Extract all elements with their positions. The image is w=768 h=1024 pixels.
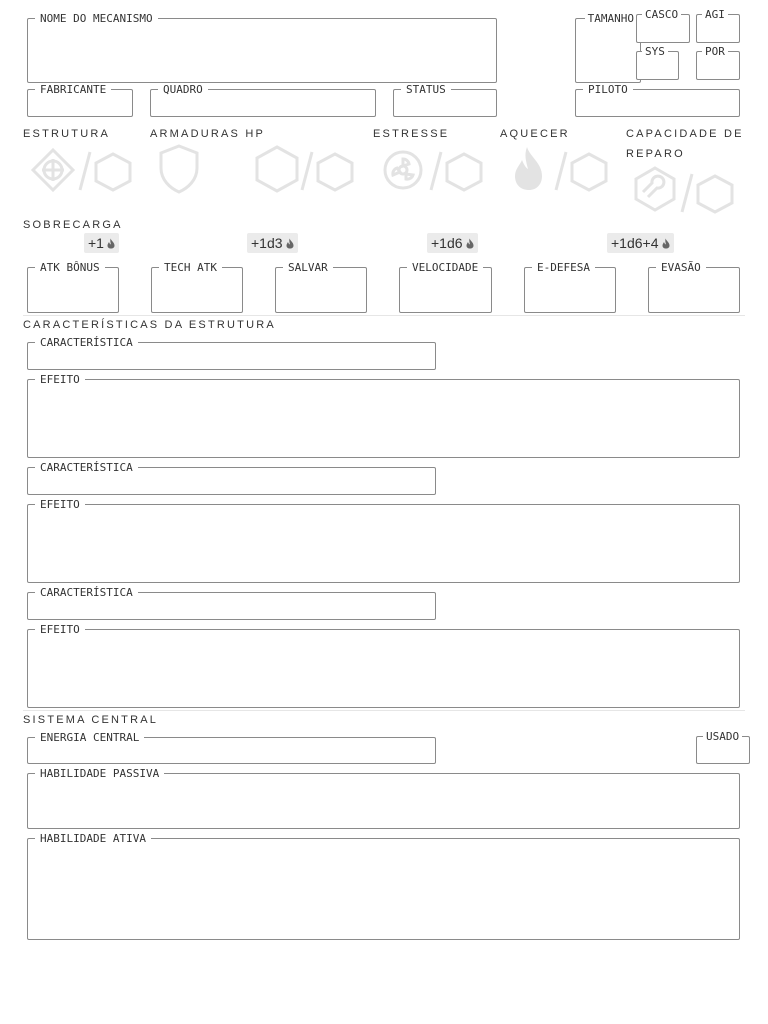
- overcharge-heading: SOBRECARGA: [23, 219, 123, 231]
- pilot-label: PILOTO: [583, 83, 633, 96]
- effect-3-field[interactable]: [27, 623, 740, 708]
- flame-icon: [285, 234, 295, 254]
- hp-hex-icon: [253, 145, 301, 193]
- agi-label: AGI: [702, 8, 728, 21]
- flame-icon: [465, 234, 475, 254]
- trait-label: CARACTERÍSTICA: [35, 461, 138, 474]
- frame-label: QUADRO: [158, 83, 208, 96]
- pilot-field[interactable]: [575, 83, 740, 117]
- size-field[interactable]: [575, 12, 641, 83]
- armor-hp-heading: ARMADURAS HP: [150, 128, 266, 140]
- save-field[interactable]: [275, 261, 367, 313]
- status-field[interactable]: [393, 83, 497, 117]
- hull-label: CASCO: [642, 8, 681, 21]
- e-defense-label: E-DEFESA: [532, 261, 595, 274]
- hp-max-hex-icon: [298, 148, 356, 194]
- save-label: SALVAR: [283, 261, 333, 274]
- attack-bonus-field[interactable]: [27, 261, 119, 313]
- trait-label: CARACTERÍSTICA: [35, 586, 138, 599]
- core-system-heading: SISTEMA CENTRAL: [23, 714, 159, 726]
- tech-attack-label: TECH ATK: [159, 261, 222, 274]
- overcharge-option-1[interactable]: [84, 233, 119, 253]
- stress-max-hex-icon: [427, 148, 485, 194]
- active-ability-field[interactable]: [27, 832, 740, 940]
- structure-max-hex-icon: [76, 148, 134, 194]
- overcharge-value-2: +1d3: [251, 235, 283, 251]
- speed-field[interactable]: [399, 261, 492, 313]
- passive-ability-field[interactable]: [27, 767, 740, 829]
- effect-label: EFEITO: [35, 498, 85, 511]
- overcharge-value-4: +1d6+4: [611, 235, 659, 251]
- overcharge-value-3: +1d6: [431, 235, 463, 251]
- passive-ability-label: HABILIDADE PASSIVA: [35, 767, 164, 780]
- flame-icon: [106, 234, 116, 254]
- repair-wrench-hex-icon: [633, 166, 677, 212]
- overcharge-option-4[interactable]: [607, 233, 674, 253]
- trait-2-field[interactable]: [27, 461, 436, 495]
- core-used-checkbox[interactable]: [696, 730, 750, 764]
- heat-max-hex-icon: [552, 148, 610, 194]
- mech-name-field[interactable]: [27, 12, 497, 83]
- armor-shield-icon: [157, 144, 201, 194]
- structure-heading: ESTRUTURA: [23, 128, 111, 140]
- used-label: USADO: [703, 730, 742, 743]
- effect-label: EFEITO: [35, 623, 85, 636]
- core-power-field[interactable]: [27, 731, 436, 764]
- eng-label: POR: [702, 45, 728, 58]
- active-ability-label: HABILIDADE ATIVA: [35, 832, 151, 845]
- agi-field[interactable]: [696, 8, 740, 43]
- flame-icon: [661, 234, 671, 254]
- heat-flame-icon: [510, 145, 548, 191]
- trait-3-field[interactable]: [27, 586, 436, 620]
- tech-attack-field[interactable]: [151, 261, 243, 313]
- overcharge-option-2[interactable]: [247, 233, 298, 253]
- repair-heading-line1: CAPACIDADE DE: [626, 128, 744, 140]
- evasion-label: EVASÃO: [656, 261, 706, 274]
- effect-label: EFEITO: [35, 373, 85, 386]
- heat-heading: AQUECER: [500, 128, 570, 140]
- repair-heading-line2: REPARO: [626, 148, 685, 160]
- section-divider: [23, 315, 745, 316]
- stress-heading: ESTRESSE: [373, 128, 450, 140]
- frame-field[interactable]: [150, 83, 376, 117]
- hull-field[interactable]: [636, 8, 690, 43]
- effect-2-field[interactable]: [27, 498, 740, 583]
- section-divider: [23, 710, 745, 711]
- overcharge-value-1: +1: [88, 235, 104, 251]
- sys-field[interactable]: [636, 45, 679, 80]
- mech-name-label: NOME DO MECANISMO: [35, 12, 158, 25]
- evasion-field[interactable]: [648, 261, 740, 313]
- e-defense-field[interactable]: [524, 261, 616, 313]
- stress-reactor-icon: [382, 149, 424, 191]
- manufacturer-field[interactable]: [27, 83, 133, 117]
- eng-field[interactable]: [696, 45, 740, 80]
- repair-max-hex-icon: [678, 170, 736, 216]
- status-label: STATUS: [401, 83, 451, 96]
- overcharge-option-3[interactable]: [427, 233, 478, 253]
- core-power-label: ENERGIA CENTRAL: [35, 731, 144, 744]
- effect-1-field[interactable]: [27, 373, 740, 458]
- attack-bonus-label: ATK BÔNUS: [35, 261, 105, 274]
- size-label: TAMANHO: [585, 12, 636, 25]
- frame-traits-heading: CARACTERÍSTICAS DA ESTRUTURA: [23, 319, 276, 331]
- trait-1-field[interactable]: [27, 336, 436, 370]
- trait-label: CARACTERÍSTICA: [35, 336, 138, 349]
- structure-icon: [31, 148, 75, 192]
- manufacturer-label: FABRICANTE: [35, 83, 111, 96]
- sys-label: SYS: [642, 45, 668, 58]
- speed-label: VELOCIDADE: [407, 261, 483, 274]
